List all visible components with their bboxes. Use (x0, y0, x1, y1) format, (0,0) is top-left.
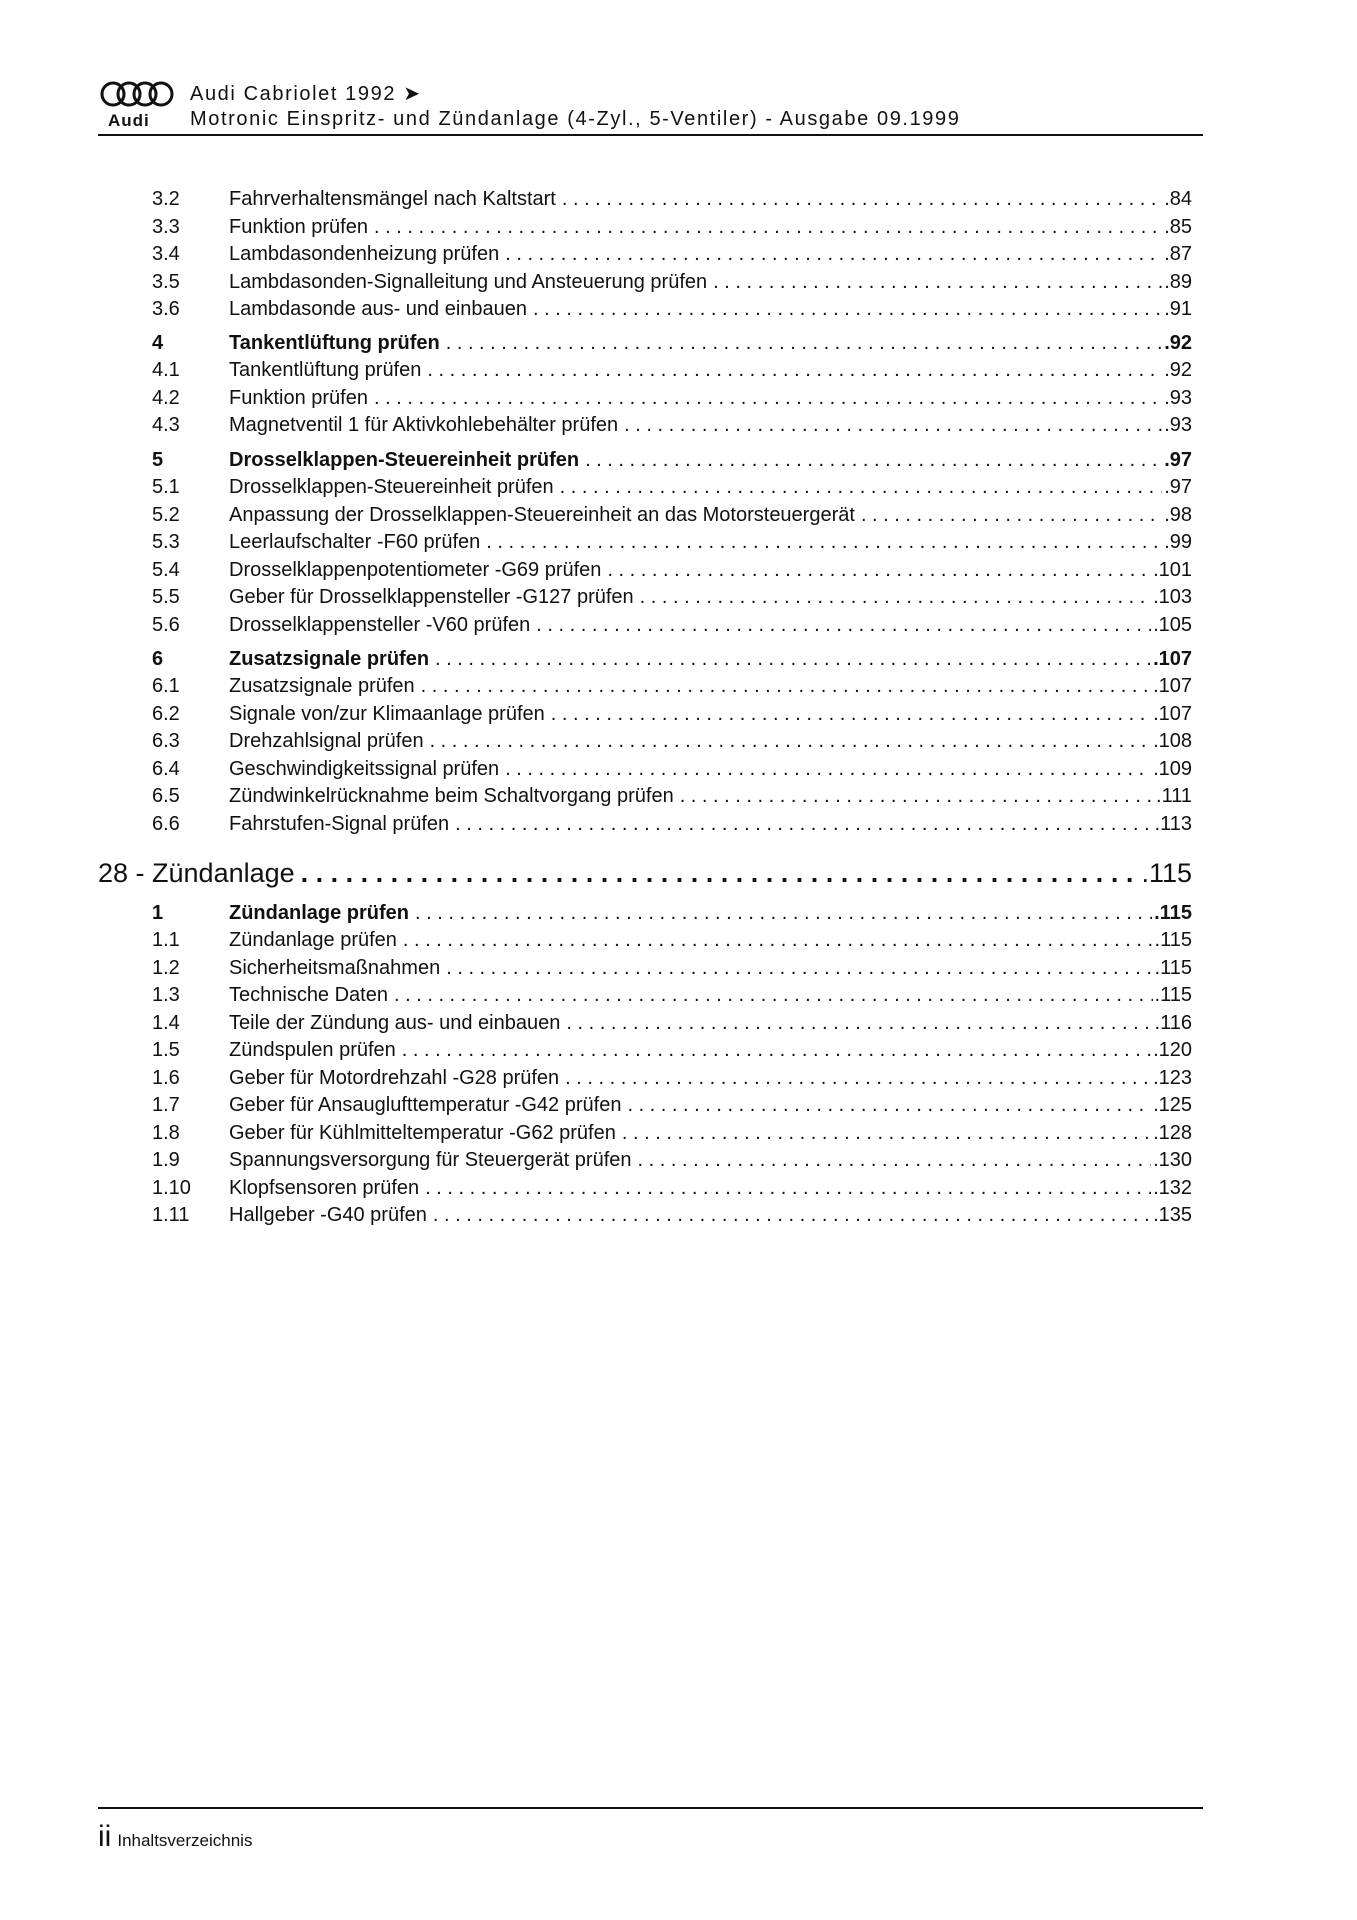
toc-entry-number: 5.3 (152, 531, 180, 553)
toc-entry[interactable] (152, 673, 1192, 699)
header-title: Audi Cabriolet 1992 ➤ (190, 83, 422, 105)
dot-leader (638, 584, 1151, 610)
dot-leader (372, 385, 1162, 411)
toc-entry-page: .115 (1154, 984, 1192, 1006)
toc-entry-number: 1.10 (152, 1177, 191, 1199)
toc-entry-title: Spannungsversorgung für Steuergerät prüfen (229, 1149, 632, 1171)
toc-section-entry[interactable] (152, 330, 1192, 356)
toc-entry-title: Zündanlage prüfen (229, 902, 409, 924)
toc-entry-number: 1.2 (152, 957, 180, 979)
toc-entry-number: 1.4 (152, 1012, 180, 1034)
toc-entry[interactable] (152, 529, 1192, 555)
dot-leader (859, 502, 1162, 528)
toc-entry-number: 1.1 (152, 929, 180, 951)
toc-entry-number: 6.6 (152, 813, 180, 835)
toc-entry-title: Magnetventil 1 für Aktivkohlebehälter prüfen (229, 414, 619, 436)
dot-leader (423, 1175, 1151, 1201)
toc-entry-number: 1.8 (152, 1122, 180, 1144)
toc-entry-number: 4 (152, 332, 164, 354)
dot-leader (625, 1092, 1151, 1118)
toc-entry[interactable] (152, 214, 1192, 240)
toc-entry-title: Geber für Drosselklappensteller -G127 prüfen (229, 586, 634, 608)
toc-entry-number: 6.5 (152, 785, 180, 807)
dot-leader (583, 447, 1162, 473)
toc-entry[interactable] (152, 557, 1192, 583)
dot-leader (444, 330, 1162, 356)
dot-leader (400, 1037, 1151, 1063)
toc-entry-title: Lambdasondenheizung prüfen (229, 243, 500, 265)
toc-entry-number: 1.6 (152, 1067, 180, 1089)
toc-entry[interactable] (152, 1202, 1192, 1228)
toc-entry-title: Fahrstufen-Signal prüfen (229, 813, 450, 835)
footer-divider (98, 1807, 1203, 1809)
toc-entry-page: .103 (1153, 586, 1192, 608)
toc-entry-number: 3.3 (152, 216, 180, 238)
dot-leader (560, 186, 1162, 212)
toc-entry[interactable] (152, 186, 1192, 212)
toc-entry-title: Signale von/zur Klimaanlage prüfen (229, 703, 545, 725)
toc-section-entry[interactable] (152, 447, 1192, 473)
toc-entry-title: Teile der Zündung aus- und einbauen (229, 1012, 561, 1034)
toc-entry-page: .92 (1164, 332, 1192, 354)
dot-leader (392, 982, 1153, 1008)
toc-entry-title: Lambdasonde aus- und einbauen (229, 298, 528, 320)
toc-entry-title: Leerlaufschalter -F60 prüfen (229, 531, 481, 553)
toc-entry-page: .132 (1153, 1177, 1192, 1199)
page-footer (98, 1820, 252, 1854)
toc-entry-title: Funktion prüfen (229, 216, 368, 238)
dot-leader (622, 412, 1162, 438)
toc-section-entry[interactable] (152, 646, 1192, 672)
toc-entry-title: Drosselklappen-Steuereinheit prüfen (229, 476, 554, 498)
toc-entry-page: .85 (1164, 216, 1192, 238)
toc-entry-page: .92 (1164, 359, 1192, 381)
toc-entry-number: 5.1 (152, 476, 180, 498)
toc-entry-title: Klopfsensoren prüfen (229, 1177, 420, 1199)
toc-entry[interactable] (152, 1065, 1192, 1091)
toc-entry[interactable] (152, 1147, 1192, 1173)
toc-entry-page: .87 (1164, 243, 1192, 265)
dot-leader (301, 856, 1138, 890)
toc-entry[interactable] (152, 612, 1192, 638)
dot-leader (636, 1147, 1152, 1173)
toc-entry[interactable] (152, 701, 1192, 727)
toc-entry-title: Drosselklappensteller -V60 prüfen (229, 614, 531, 636)
toc-entry-number: 5.5 (152, 586, 180, 608)
toc-entry-title: Anpassung der Drosselklappen-Steuereinheit an das Motorsteuergerät (229, 504, 855, 526)
toc-entry-number: 1.11 (152, 1204, 190, 1226)
toc-entry-title: Sicherheitsmaßnahmen (229, 957, 441, 979)
header-subtitle: Motronic Einspritz- und Zündanlage (4-Zyl., 5-Ventiler) - Ausgabe 09.1999 (190, 108, 961, 130)
toc-entry-title: Zusatzsignale prüfen (229, 648, 430, 670)
dot-leader (531, 296, 1162, 322)
toc-entry-number: 4.2 (152, 387, 180, 409)
toc-entry-title: Tankentlüftung prüfen (229, 332, 440, 354)
dot-leader (558, 474, 1163, 500)
dot-leader (372, 214, 1162, 240)
toc-entry-page: .135 (1153, 1204, 1192, 1226)
dot-leader (549, 701, 1151, 727)
toc-entry-page: .125 (1153, 1094, 1192, 1116)
toc-entry-page: .107 (1153, 648, 1192, 670)
toc-entry[interactable] (152, 502, 1192, 528)
dot-leader (431, 1202, 1151, 1228)
toc-entry-title: Zündwinkelrücknahme beim Schaltvorgang prüfen (229, 785, 674, 807)
toc-entry-number: 3.2 (152, 188, 180, 210)
toc-entry-page: .115 (1154, 929, 1192, 951)
toc-entry-title: Geber für Kühlmitteltemperatur -G62 prüfen (229, 1122, 616, 1144)
toc-entry-title: Technische Daten (229, 984, 388, 1006)
toc-entry-page: .105 (1153, 614, 1192, 636)
toc-entry[interactable] (152, 269, 1192, 295)
toc-entry[interactable] (152, 1092, 1192, 1118)
dot-leader (428, 728, 1152, 754)
toc-entry-number: 4.1 (152, 359, 180, 381)
toc-entry-number: 1.5 (152, 1039, 180, 1061)
toc-entry-number: 6.3 (152, 730, 180, 752)
toc-entry-page: .120 (1153, 1039, 1192, 1061)
toc-entry-number: 1.9 (152, 1149, 180, 1171)
dot-leader (564, 1010, 1152, 1036)
toc-entry[interactable] (152, 296, 1192, 322)
toc-entry[interactable] (152, 982, 1192, 1008)
toc-entry-number: 5.4 (152, 559, 180, 581)
toc-entry-number: 1 (152, 902, 164, 924)
toc-entry-page: .89 (1164, 271, 1192, 293)
toc-entry-number: 6.2 (152, 703, 180, 725)
toc-entry[interactable] (152, 955, 1192, 981)
toc-entry-page: .113 (1154, 813, 1192, 835)
dot-leader (419, 673, 1151, 699)
toc-entry[interactable] (152, 241, 1192, 267)
toc-entry-number: 3.6 (152, 298, 180, 320)
toc-entry[interactable] (152, 357, 1192, 383)
toc-chapter-heading[interactable] (98, 856, 1192, 890)
toc-entry-number: 3.4 (152, 243, 180, 265)
toc-entry-title: Lambdasonden-Signalleitung und Ansteuerung prüfen (229, 271, 708, 293)
toc-entry-page: .111 (1156, 785, 1192, 807)
dot-leader (605, 557, 1151, 583)
toc-entry[interactable] (152, 584, 1192, 610)
toc-entry-page: .93 (1164, 414, 1192, 436)
toc-entry[interactable] (152, 385, 1192, 411)
toc-entry-number: 5.6 (152, 614, 180, 636)
dot-leader (444, 955, 1152, 981)
toc-entry-title: Geber für Ansauglufttemperatur -G42 prüfen (229, 1094, 622, 1116)
toc-entry[interactable] (152, 1037, 1192, 1063)
toc-entry-page: .98 (1164, 504, 1192, 526)
toc-entry-page: .107 (1153, 675, 1192, 697)
toc-entry-title: Geber für Motordrehzahl -G28 prüfen (229, 1067, 560, 1089)
toc-entry[interactable] (152, 783, 1192, 809)
toc-entry-title: Drosselklappen-Steuereinheit prüfen (229, 449, 580, 471)
toc-entry-title: Hallgeber -G40 prüfen (229, 1204, 427, 1226)
toc-entry-number: 1.7 (152, 1094, 180, 1116)
toc-entry[interactable] (152, 1120, 1192, 1146)
toc-entry-title: Geschwindigkeitssignal prüfen (229, 758, 500, 780)
chapter-title: 28 - Zündanlage (98, 858, 295, 888)
toc-entry-page: .97 (1164, 449, 1192, 471)
toc-entry-page: .115 (1154, 902, 1192, 924)
toc-entry-title: Tankentlüftung prüfen (229, 359, 422, 381)
toc-entry-page: .130 (1153, 1149, 1192, 1171)
toc-entry-page: .128 (1153, 1122, 1192, 1144)
toc-entry-page: .123 (1153, 1067, 1192, 1089)
toc-entry[interactable] (152, 1010, 1192, 1036)
toc-entry-title: Drosselklappenpotentiometer -G69 prüfen (229, 559, 602, 581)
dot-leader (678, 783, 1154, 809)
toc-entry-title: Funktion prüfen (229, 387, 368, 409)
toc-entry[interactable] (152, 811, 1192, 837)
toc-entry-title: Drehzahlsignal prüfen (229, 730, 424, 752)
toc-entry-title: Zündanlage prüfen (229, 929, 397, 951)
toc-entry-title: Zusatzsignale prüfen (229, 675, 415, 697)
toc-entry[interactable] (152, 1175, 1192, 1201)
page-number: ii (98, 1820, 112, 1853)
dot-leader (484, 529, 1162, 555)
toc-entry-page: .101 (1153, 559, 1192, 581)
toc-entry[interactable] (152, 728, 1192, 754)
dot-leader (711, 269, 1162, 295)
chapter-page: .115 (1141, 858, 1192, 888)
toc-entry-number: 5 (152, 449, 164, 471)
dot-leader (563, 1065, 1151, 1091)
toc-entry-page: .109 (1153, 758, 1192, 780)
toc-entry-page: .116 (1154, 1012, 1192, 1034)
toc-entry-number: 5.2 (152, 504, 180, 526)
dot-leader (534, 612, 1151, 638)
toc-entry-title: Zündspulen prüfen (229, 1039, 396, 1061)
toc-entry[interactable] (152, 474, 1192, 500)
dot-leader (401, 927, 1153, 953)
toc-entry-page: .107 (1153, 703, 1192, 725)
toc-entry-page: .108 (1153, 730, 1192, 752)
dot-leader (503, 756, 1151, 782)
toc-entry-number: 1.3 (152, 984, 180, 1006)
toc-entry-page: .99 (1164, 531, 1192, 553)
audi-logo-text: Audi (108, 111, 150, 130)
toc-entry-page: .115 (1154, 957, 1192, 979)
toc-entry-number: 6 (152, 648, 164, 670)
toc-entry-number: 6.1 (152, 675, 180, 697)
toc-section-entry[interactable] (152, 900, 1192, 926)
dot-leader (433, 646, 1151, 672)
toc-entry[interactable] (152, 756, 1192, 782)
dot-leader (453, 811, 1152, 837)
toc-entry[interactable] (152, 412, 1192, 438)
toc-entry[interactable] (152, 927, 1192, 953)
dot-leader (503, 241, 1162, 267)
toc-entry-page: .97 (1164, 476, 1192, 498)
toc-entry-number: 3.5 (152, 271, 180, 293)
toc-entry-page: .91 (1164, 298, 1192, 320)
toc-entry-page: .93 (1164, 387, 1192, 409)
footer-label: Inhaltsverzeichnis (117, 1831, 253, 1850)
dot-leader (425, 357, 1162, 383)
toc-entry-number: 6.4 (152, 758, 180, 780)
dot-leader (620, 1120, 1151, 1146)
toc-entry-page: .84 (1164, 188, 1192, 210)
dot-leader (413, 900, 1152, 926)
toc-entry-title: Fahrverhaltensmängel nach Kaltstart (229, 188, 556, 210)
toc-entry-number: 4.3 (152, 414, 180, 436)
